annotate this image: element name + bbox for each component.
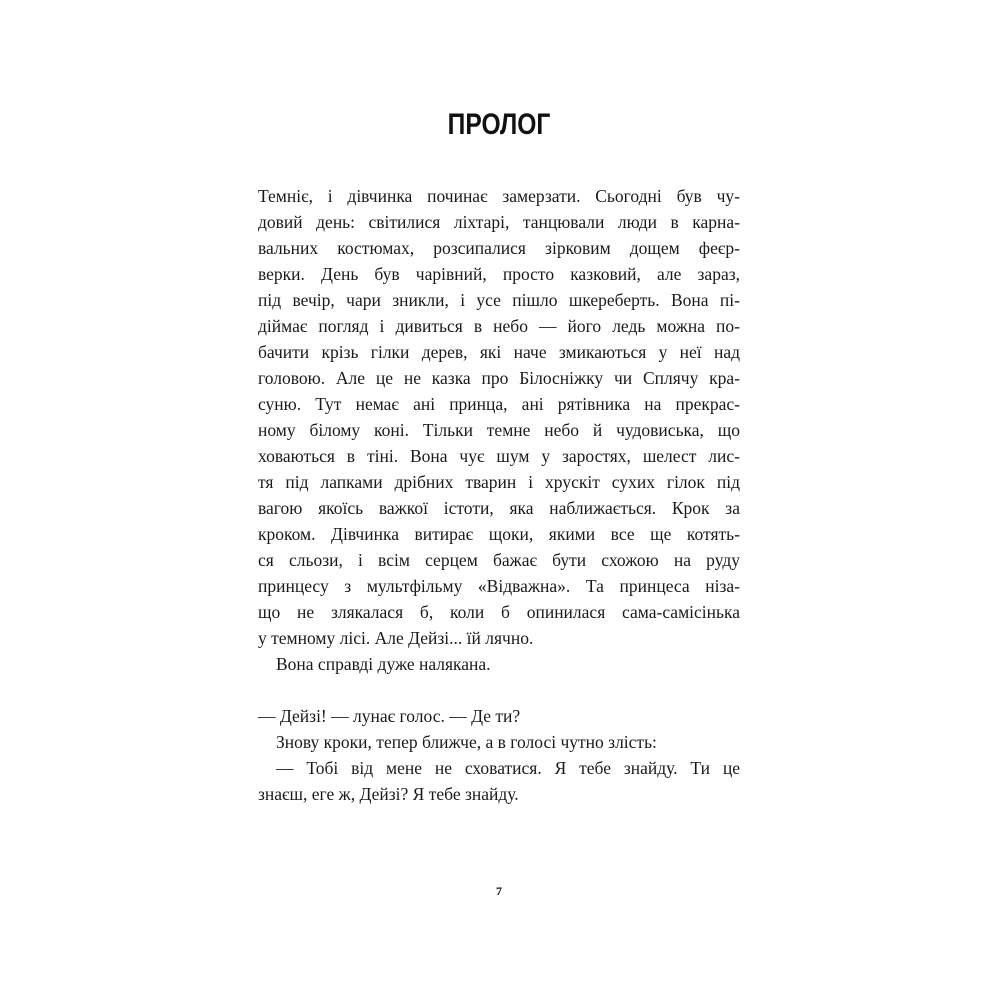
text-line: бачити крізь гілки дерев, які наче змикаються у неї над [258, 342, 740, 362]
text-line: діймає погляд і дивиться в небо — його ледь можна по- [258, 316, 740, 336]
text-line: під вечір, чари зникли, і усе пішло шкереберть. Вона пі- [258, 290, 740, 310]
book-page [258, 0, 740, 1000]
text-line: що не злякалася б, коли б опинилася сама-самісінька [258, 602, 740, 622]
dialogue-line: — Тобі від мене не сховатися. Я тебе знайду. Ти це [276, 758, 740, 778]
text-line: Темніє, і дівчинка починає замерзати. Сьогодні був чу- [258, 186, 740, 206]
text-line: ному білому коні. Тільки темне небо й чудовиська, що [258, 420, 740, 440]
text-line: довий день: світилися ліхтарі, танцювали люди в карна- [258, 212, 740, 232]
text-line: принцесу з мультфільму «Відважна». Та принцеса ніза- [258, 576, 740, 596]
text-line: кроком. Дівчинка витирає щоки, якими все ще котять- [258, 524, 740, 544]
text-line: ся сльози, і всім серцем бажає бути схожою на руду [258, 550, 740, 570]
text-line: ховаються в тіні. Вона чує шум у заростях, шелест лис- [258, 446, 740, 466]
page-number: 7 [496, 884, 502, 898]
dialogue-line: — Дейзі! — лунає голос. — Де ти? [258, 706, 521, 726]
paragraph-gap [258, 677, 740, 703]
text-line: вальних костюмах, розсипалися зірковим дощем феєр- [258, 238, 740, 258]
text-line: верки. День був чарівний, просто казковий, але зараз, [258, 264, 740, 284]
text-line: Вона справді дуже налякана. [276, 654, 491, 674]
dialogue-line: знаєш, еге ж, Дейзі? Я тебе знайду. [258, 784, 519, 804]
chapter-title: ПРОЛОГ [447, 108, 551, 141]
text-line: вагою якоїсь важкої істоти, яка наближається. Крок за [258, 498, 740, 518]
text-line: Знову кроки, тепер ближче, а в голосі чутно злість: [276, 732, 657, 752]
text-line: у темному лісі. Але Дейзі... їй лячно. [258, 628, 534, 648]
text-line: головою. Але це не казка про Білосніжку чи Сплячу кра- [258, 368, 740, 388]
text-line: тя під лапками дрібних тварин і хрускіт сухих гілок під [258, 472, 740, 492]
body-text [258, 183, 740, 807]
text-line: суню. Тут немає ані принца, ані рятівника на прекрас- [258, 394, 740, 414]
